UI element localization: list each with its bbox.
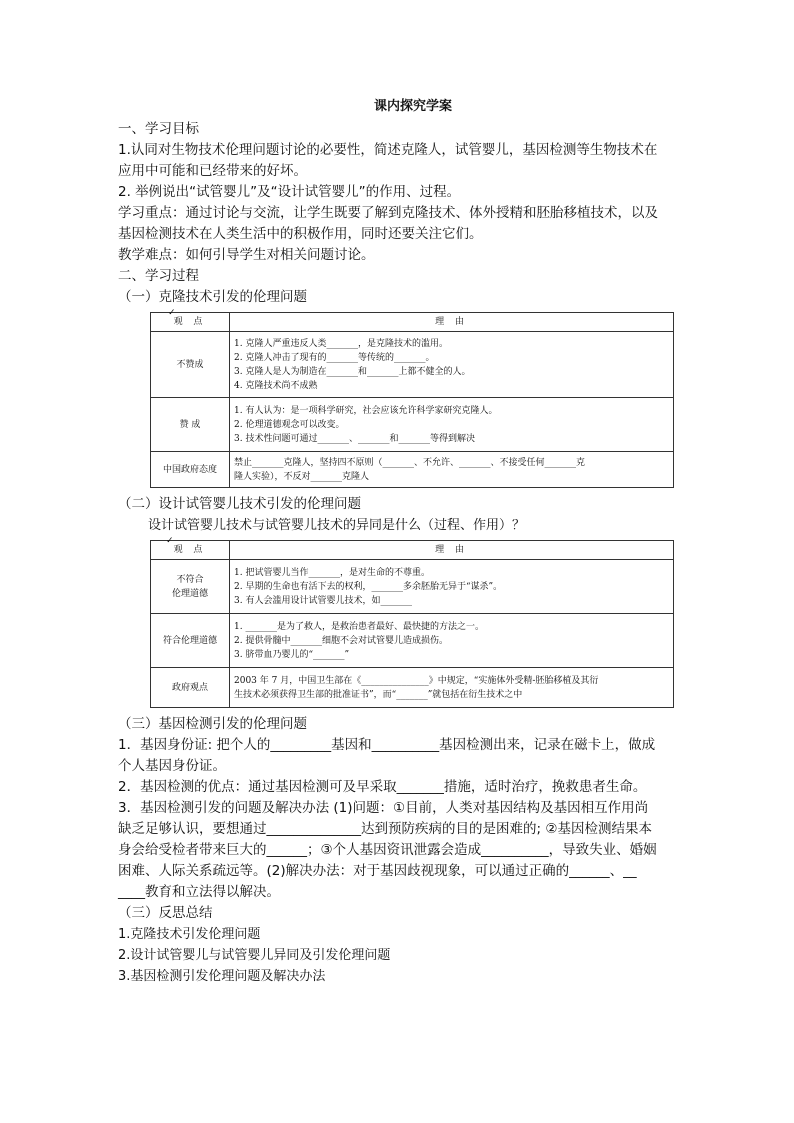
summary-item: 3.基因检测引发伦理问题及解决办法 xyxy=(118,969,326,984)
paragraph: 1．基因身份证: 把个人的_________基因和__________基因检测出来，记录在磁卡上，做成 xyxy=(118,737,656,753)
paragraph: 身会给受检者带来巨大的______；③个人基因资讯泄露会造成__________，导致失业、婚姻 xyxy=(118,842,657,858)
reason-line: 3. 有人会滥用设计试管婴儿技术，如_______ xyxy=(234,595,412,606)
subsection-heading: （二）设计试管婴儿技术引发的伦理问题 xyxy=(118,496,361,512)
row-label: 政府观点 xyxy=(151,668,230,708)
page-title: 课内探究学案 xyxy=(373,99,452,114)
row-label: 赞 成 xyxy=(151,398,230,452)
subsection-heading: （三）基因检测引发的伦理问题 xyxy=(118,716,307,732)
document-page xyxy=(118,96,678,987)
objective-1-cont: 应用中可能和已经带来的好坏。 xyxy=(118,163,307,179)
reason-line: 1. 把试管婴儿当作_______，是对生命的不尊重。 xyxy=(234,567,430,578)
check-mark: ✓ xyxy=(166,536,174,546)
reason-line: 禁止_______克隆人，坚持四不原则（_______、不允许、_______、不接受任何_______克 xyxy=(234,457,586,468)
reason-line: 4. 克隆技术尚不成熟 xyxy=(234,380,318,391)
reason-line: 2. 早期的生命也有活下去的权利，_______多余胚胎无异于“谋杀”。 xyxy=(234,581,503,592)
table-header-view: 观 点 xyxy=(151,541,230,560)
reason-line: 3. 技术性问题可通过_______、_______和_______等得到解决 xyxy=(234,433,475,444)
objective-1: 1.认同对生物技术伦理问题讨论的必要性，简述克隆人，试管婴儿，基因检测等生物技术在 xyxy=(118,142,658,158)
cloning-ethics-table xyxy=(150,312,674,488)
paragraph: 困难、人际关系疏远等。(2)解决办法：对于基因歧视现象，可以通过正确的______、__ xyxy=(118,863,637,879)
reason-line: 2003 年 7 月，中国卫生部在《_______________》中规定，“实施体外受精-胚胎移植及其衍 xyxy=(234,675,599,686)
row-label: 中国政府态度 xyxy=(151,452,230,488)
section-heading: 二、学习过程 xyxy=(118,268,199,284)
key-points: 学习重点：通过讨论与交流，让学生既要了解到克隆技术、体外授精和胚胎移植技术，以及 xyxy=(118,205,658,221)
summary-item: 1.克隆技术引发伦理问题 xyxy=(118,927,261,942)
paragraph: 缺乏足够认识，要想通过______________达到预防疾病的目的是困难的; ②基因检测结果本 xyxy=(118,821,652,837)
reason-line: 1. 有人认为：是一项科学研究，社会应该允许科学家研究克隆人。 xyxy=(234,405,498,416)
table-header-reason: 理 由 xyxy=(230,313,674,332)
reason-line: 2. 克隆人冲击了现有的_______等传统的_______。 xyxy=(234,352,435,363)
row-label: 符合伦理道德 xyxy=(151,614,230,668)
paragraph: 3．基因检测引发的问题及解决办法 (1)问题：①目前，人类对基因结构及基因相互作用尚 xyxy=(118,800,649,816)
row-label: 不符合 xyxy=(176,574,204,585)
difficulty: 教学难点：如何引导学生对相关问题讨论。 xyxy=(118,247,375,263)
reason-line: 生技术必须获得卫生部的批准证书”，而“_______”就包括在衍生技术之中 xyxy=(234,689,523,700)
subsection-heading: （一）克隆技术引发的伦理问题 xyxy=(118,289,307,305)
check-mark: ✓ xyxy=(168,308,176,318)
reason-line: 2. 提供骨髓中_______细胞不会对试管婴儿造成损伤。 xyxy=(234,635,448,646)
paragraph: 2．基因检测的优点：通过基因检测可及早采取_______措施，适时治疗，挽救患者生命。 xyxy=(118,779,647,795)
designer-baby-table xyxy=(150,540,674,708)
reason-line: 2. 伦理道德观念可以改变。 xyxy=(234,419,345,430)
reason-line: 1. 克隆人严重违反人类_______，是克隆技术的滥用。 xyxy=(234,338,448,349)
reason-line: 3. 克隆人是人为制造在_______和_______上都不健全的人。 xyxy=(234,366,471,377)
designer-baby-table-wrap xyxy=(118,536,678,708)
subsection-heading: （三）反思总结 xyxy=(118,905,213,921)
reason-line: 1. _______是为了救人，是救治患者最好、最快捷的方法之一。 xyxy=(234,621,484,632)
key-points-cont: 基因检测技术在人类生活中的积极作用，同时还要关注它们。 xyxy=(118,226,483,242)
objective-2: 2. 举例说出“试管婴儿”及“设计试管婴儿”的作用、过程。 xyxy=(118,184,461,200)
reason-line: 隆人实验），不反对_______克隆人 xyxy=(234,471,370,482)
paragraph: ____教育和立法得以解决。 xyxy=(118,884,280,900)
question: 设计试管婴儿技术与试管婴儿技术的异同是什么（过程、作用）？ xyxy=(148,518,526,533)
section-heading: 一、学习目标 xyxy=(118,121,199,137)
summary-item: 2.设计试管婴儿与试管婴儿异同及引发伦理问题 xyxy=(118,948,391,963)
row-label: 不赞成 xyxy=(151,332,230,398)
row-label: 伦理道德 xyxy=(171,588,208,599)
table-header-reason: 理 由 xyxy=(230,541,674,560)
cloning-ethics-table-wrap xyxy=(118,308,678,488)
reason-line: 3. 脐带血乃婴儿的“_______” xyxy=(234,649,350,660)
table-header-view: 观 点 xyxy=(151,313,230,332)
paragraph: 个人基因身份证。 xyxy=(118,758,226,774)
